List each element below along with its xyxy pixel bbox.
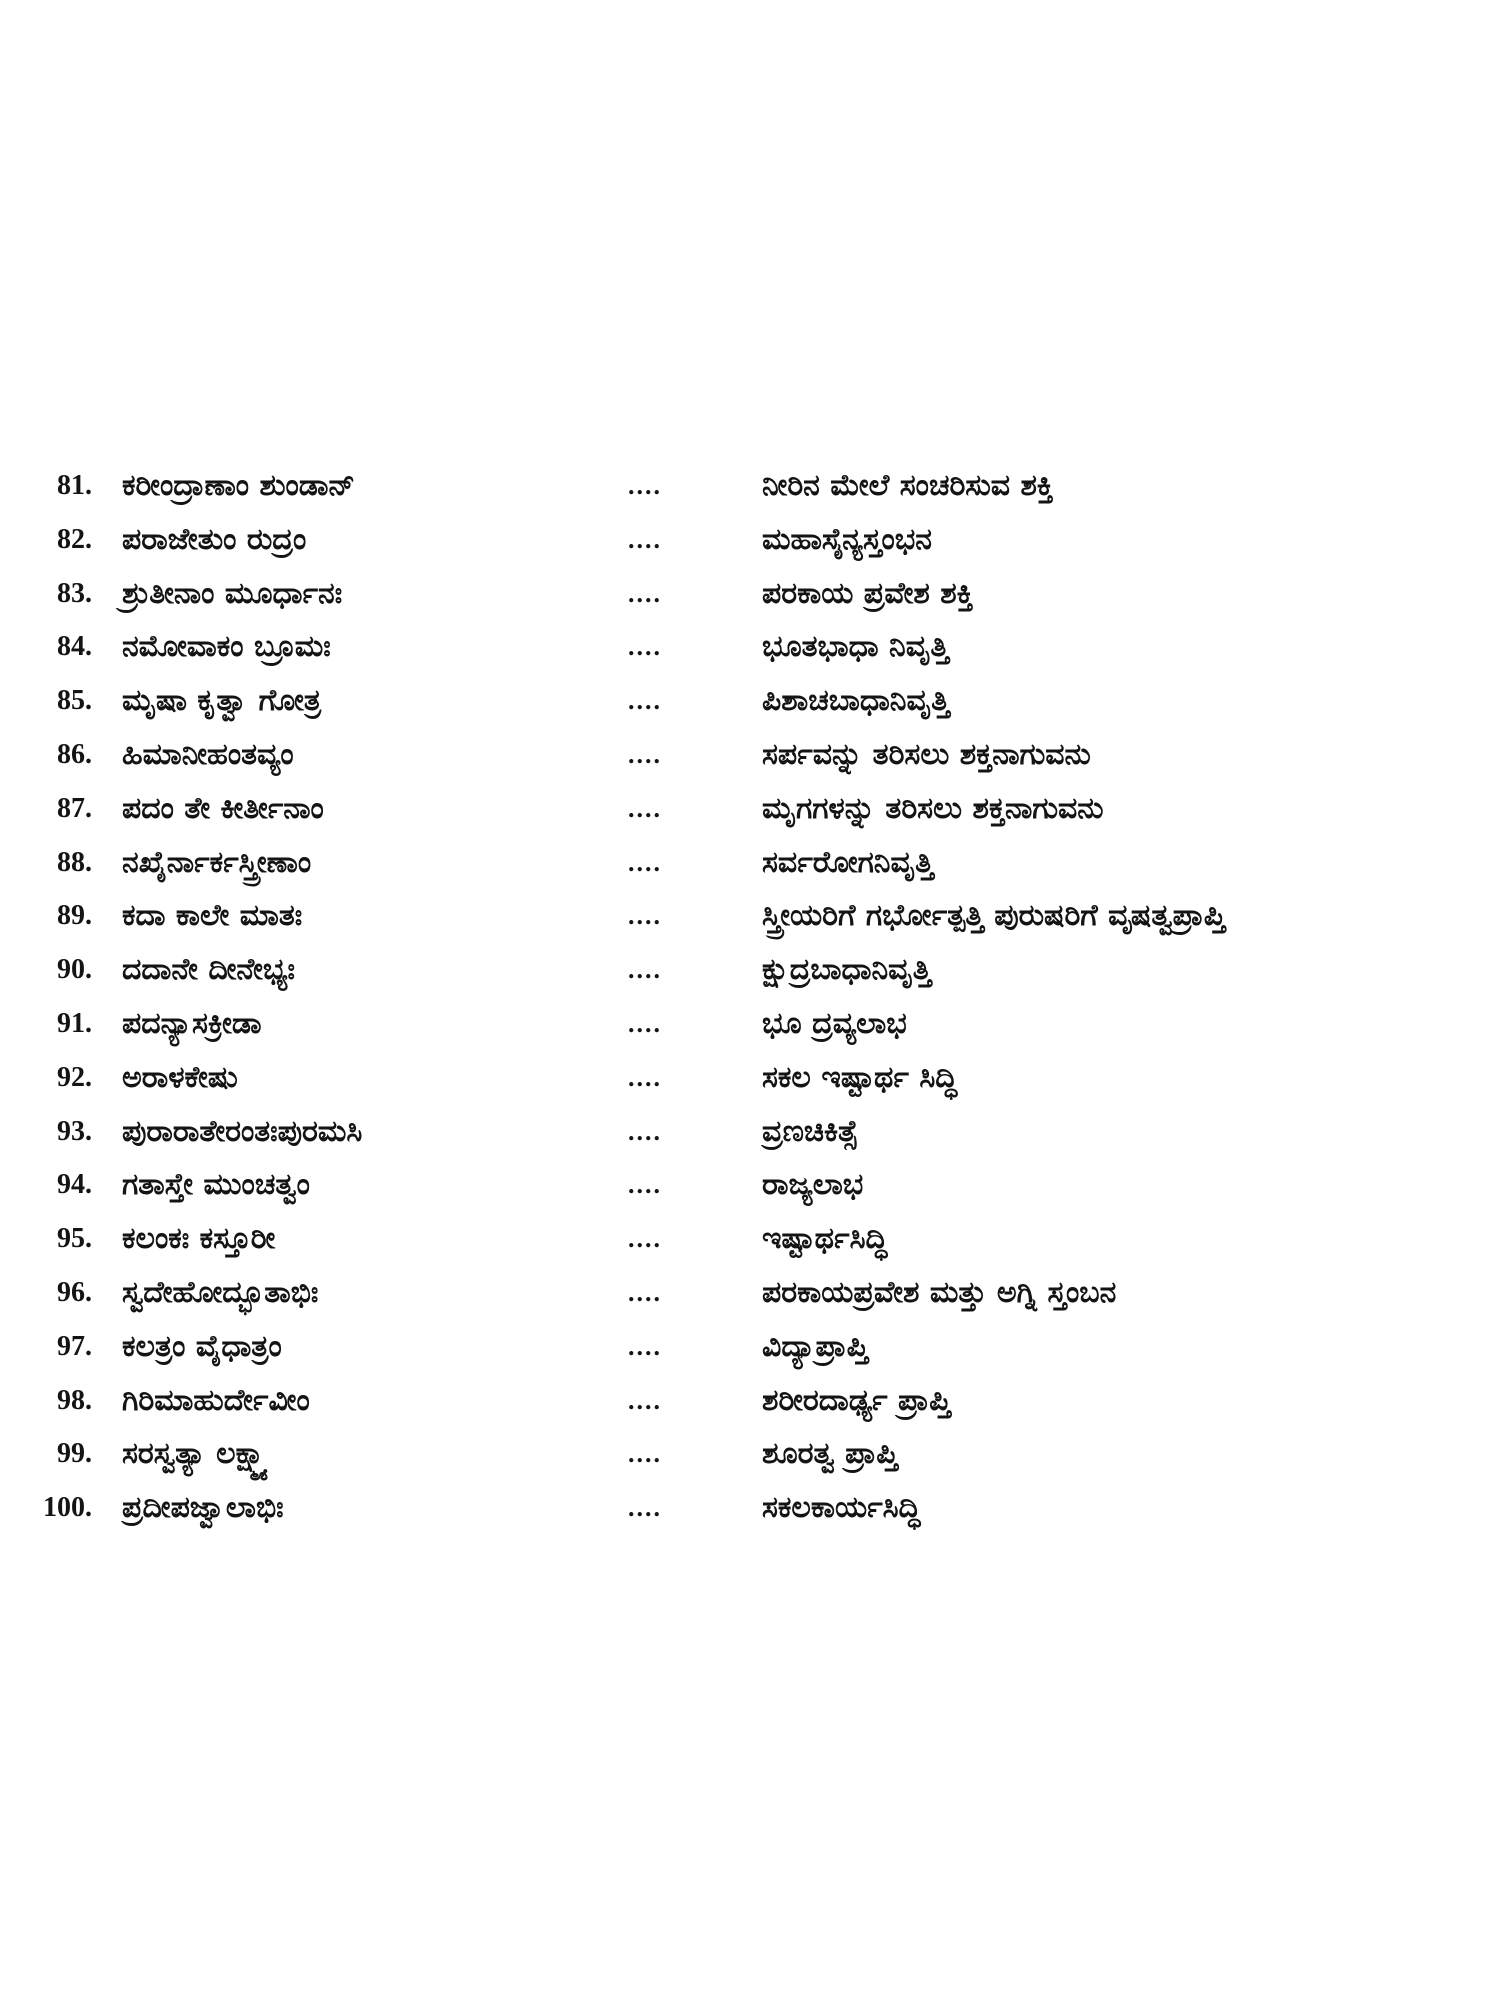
list-item xyxy=(0,1321,1500,1375)
verse-benefit: ಪಿಶಾಚಬಾಧಾನಿವೃತ್ತಿ xyxy=(762,683,950,719)
verse-benefit: ಸರ್ವರೋಗನಿವೃತ್ತಿ xyxy=(762,844,934,880)
verse-number: 98. xyxy=(57,1384,92,1416)
verse-first-words: ಕಲಂಕಃ ಕಸ್ತೂರೀ xyxy=(122,1221,276,1257)
verse-benefit: ವಿದ್ಯಾಪ್ರಾಪ್ತಿ xyxy=(762,1328,869,1364)
list-item xyxy=(0,783,1500,837)
verse-benefit: ನೀರಿನ ಮೇಲೆ ಸಂಚರಿಸುವ ಶಕ್ತಿ xyxy=(762,468,1054,503)
list-item xyxy=(0,1375,1500,1429)
verse-first-words: ಮೃಷಾ ಕೃತ್ವಾ ಗೋತ್ರ xyxy=(122,683,321,719)
leader-dots: .... xyxy=(628,955,662,985)
list-item xyxy=(0,1267,1500,1321)
verse-first-words: ಪುರಾರಾತೇರಂತಃಪುರಮಸಿ xyxy=(122,1113,363,1149)
verse-benefit: ಪರಕಾಯಪ್ರವೇಶ ಮತ್ತು ಅಗ್ನಿ ಸ್ತಂಬನ xyxy=(762,1274,1117,1310)
verse-benefit: ಸರ್ಪವನ್ನು ತರಿಸಲು ಶಕ್ತನಾಗುವನು xyxy=(762,736,1091,772)
leader-dots: .... xyxy=(628,1493,662,1523)
list-item xyxy=(0,568,1500,622)
list-item xyxy=(0,621,1500,675)
leader-dots: .... xyxy=(628,1170,662,1200)
list-item xyxy=(0,460,1500,514)
verse-first-words: ಗತಾಸ್ತೇ ಮುಂಚತ್ವಂ xyxy=(122,1167,310,1203)
verse-benefit: ಸಕಲಕಾರ್ಯಸಿದ್ಧಿ xyxy=(762,1490,921,1526)
leader-dots: .... xyxy=(628,847,662,877)
leader-dots: .... xyxy=(628,1331,662,1361)
verse-benefit: ಸಕಲ ಇಷ್ಟಾರ್ಥ ಸಿದ್ಧಿ xyxy=(762,1059,958,1095)
leader-dots: .... xyxy=(628,1439,662,1469)
leader-dots: .... xyxy=(628,632,662,662)
leader-dots: .... xyxy=(628,901,662,931)
verse-number: 83. xyxy=(57,577,92,609)
verse-benefit: ಮಹಾಸೈನ್ಯಸ್ತಂಭನ xyxy=(762,521,932,557)
list-item xyxy=(0,944,1500,998)
leader-dots: .... xyxy=(628,739,662,769)
verse-first-words: ಪ್ರದೀಪಜ್ವಾಲಾಭಿಃ xyxy=(122,1490,284,1526)
verse-benefit-list xyxy=(0,460,1500,1536)
verse-benefit: ಕ್ಷುದ್ರಬಾಧಾನಿವೃತ್ತಿ xyxy=(762,952,932,988)
verse-number: 88. xyxy=(57,846,92,878)
verse-number: 90. xyxy=(57,954,92,986)
list-item xyxy=(0,514,1500,568)
verse-number: 84. xyxy=(57,631,92,663)
leader-dots: .... xyxy=(628,1385,662,1415)
verse-benefit: ಪರಕಾಯ ಪ್ರವೇಶ ಶಕ್ತಿ xyxy=(762,575,974,611)
leader-dots: .... xyxy=(628,471,662,500)
verse-number: 96. xyxy=(57,1276,92,1308)
list-item xyxy=(0,998,1500,1052)
verse-benefit: ಮೃಗಗಳನ್ನು ತರಿಸಲು ಶಕ್ತನಾಗುವನು xyxy=(762,790,1104,826)
list-item xyxy=(0,1052,1500,1106)
verse-number: 94. xyxy=(57,1169,92,1201)
leader-dots: .... xyxy=(628,524,662,554)
leader-dots: .... xyxy=(628,1224,662,1254)
verse-number: 97. xyxy=(57,1330,92,1362)
verse-first-words: ಸರಸ್ವತ್ಯಾ ಲಕ್ಷ್ಮ್ಯಾ xyxy=(122,1436,277,1472)
verse-first-words: ಕರೀಂದ್ರಾಣಾಂ ಶುಂಡಾನ್ xyxy=(122,468,355,503)
verse-first-words: ನಮೋವಾಕಂ ಬ್ರೂಮಃ xyxy=(122,629,331,665)
verse-first-words: ಪದಂ ತೇ ಕೀರ್ತೀನಾಂ xyxy=(122,790,324,826)
verse-first-words: ಅರಾಳಕೇಷು xyxy=(122,1059,238,1095)
list-item xyxy=(0,1213,1500,1267)
verse-number: 93. xyxy=(57,1115,92,1147)
verse-first-words: ಸ್ವದೇಹೋದ್ಭೂತಾಭಿಃ xyxy=(122,1274,319,1310)
verse-benefit: ರಾಜ್ಯಲಾಭ xyxy=(762,1167,864,1203)
verse-number: 92. xyxy=(57,1061,92,1093)
verse-benefit: ಭೂ ದ್ರವ್ಯಲಾಭ xyxy=(762,1005,907,1041)
list-item xyxy=(0,729,1500,783)
verse-first-words: ಶ್ರುತೀನಾಂ ಮೂರ್ಧಾನಃ xyxy=(122,575,343,611)
verse-number: 86. xyxy=(57,738,92,770)
leader-dots: .... xyxy=(628,1062,662,1092)
verse-benefit: ಇಷ್ಟಾರ್ಥಸಿದ್ಧಿ xyxy=(762,1221,888,1257)
leader-dots: .... xyxy=(628,1277,662,1307)
list-item xyxy=(0,675,1500,729)
leader-dots: .... xyxy=(628,1116,662,1146)
list-item xyxy=(0,1482,1500,1536)
verse-first-words: ಪರಾಜೇತುಂ ರುದ್ರಂ xyxy=(122,521,307,557)
verse-first-words: ಗಿರಿಮಾಹುರ್ದೇವೀಂ xyxy=(122,1382,310,1418)
list-item xyxy=(0,837,1500,891)
list-item xyxy=(0,1106,1500,1160)
list-item xyxy=(0,890,1500,944)
verse-first-words: ಕದಾ ಕಾಲೇ ಮಾತಃ xyxy=(122,898,303,934)
verse-benefit: ಭೂತಭಾಧಾ ನಿವೃತ್ತಿ xyxy=(762,629,949,665)
leader-dots: .... xyxy=(628,793,662,823)
leader-dots: .... xyxy=(628,578,662,608)
list-item xyxy=(0,1159,1500,1213)
verse-number: 85. xyxy=(57,685,92,717)
verse-number: 87. xyxy=(57,792,92,824)
verse-benefit: ಶರೀರದಾರ್ಢ್ಯ ಪ್ರಾಪ್ತಿ xyxy=(762,1382,951,1418)
verse-benefit: ಸ್ತ್ರೀಯರಿಗೆ ಗರ್ಭೋತ್ಪತ್ತಿ ಪುರುಷರಿಗೆ ವೃಷತ್ವಪ್ರಾಪ್ತಿ xyxy=(762,898,1226,934)
verse-first-words: ಕಲತ್ರಂ ವೈಧಾತ್ರಂ xyxy=(122,1328,282,1364)
verse-number: 100. xyxy=(43,1492,92,1524)
verse-benefit: ಶೂರತ್ವ ಪ್ರಾಪ್ತಿ xyxy=(762,1436,899,1472)
verse-first-words: ದದಾನೇ ದೀನೇಭ್ಯಃ xyxy=(122,952,295,988)
leader-dots: .... xyxy=(628,686,662,716)
verse-benefit: ವ್ರಣಚಿಕಿತ್ಸೆ xyxy=(762,1113,859,1149)
verse-first-words: ಪದನ್ಯಾಸಕ್ರೀಡಾ xyxy=(122,1005,262,1041)
verse-number: 89. xyxy=(57,900,92,932)
verse-number: 91. xyxy=(57,1007,92,1039)
verse-number: 95. xyxy=(57,1223,92,1255)
verse-number: 99. xyxy=(57,1438,92,1470)
verse-number: 81. xyxy=(57,470,92,501)
list-item xyxy=(0,1428,1500,1482)
verse-first-words: ನಖೈರ್ನಾರ್ಕಸ್ತ್ರೀಣಾಂ xyxy=(122,844,312,880)
leader-dots: .... xyxy=(628,1008,662,1038)
verse-first-words: ಹಿಮಾನೀಹಂತವ್ಯಂ xyxy=(122,736,294,772)
verse-number: 82. xyxy=(57,523,92,555)
